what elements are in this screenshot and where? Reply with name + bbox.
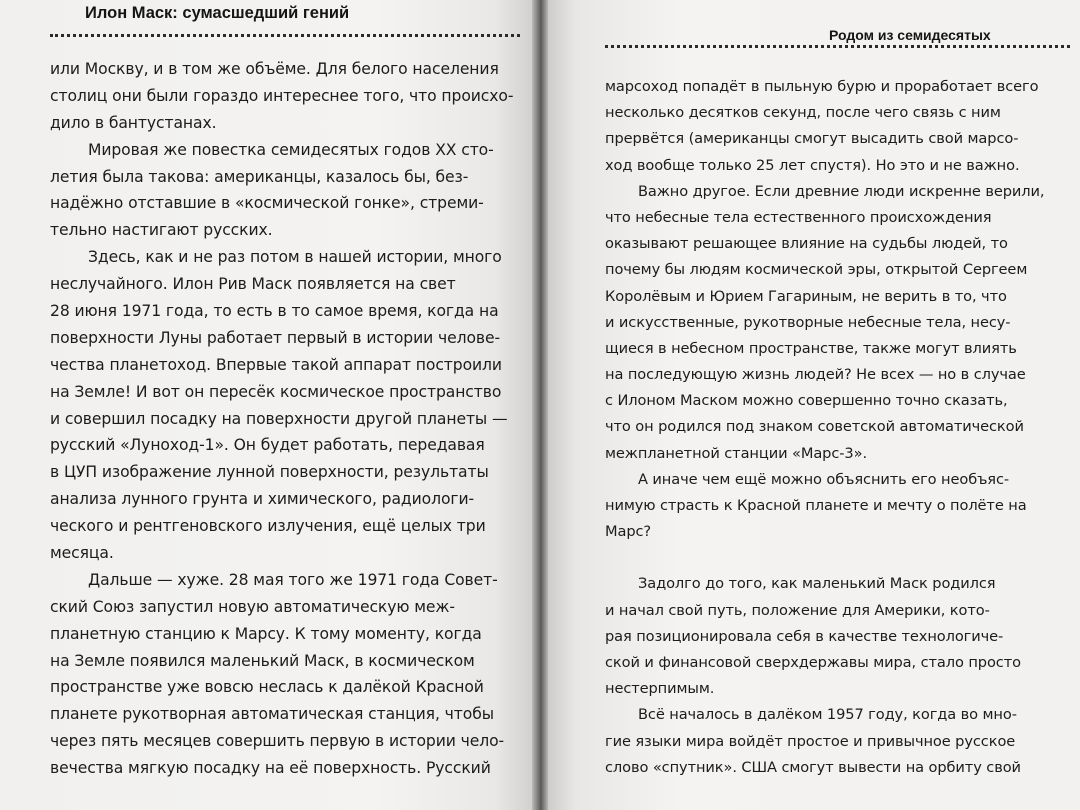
text-line: марсоход попадёт в пыльную бурю и проработает всего xyxy=(605,78,1039,95)
section-break xyxy=(605,545,1075,571)
text-line: планете рукотворная автоматическая станция, чтобы xyxy=(50,705,494,724)
text-line: надёжно отставшие в «космической гонке», стреми- xyxy=(50,194,484,213)
text-line: на Земле! И вот он пересёк космическое пространство xyxy=(50,382,502,401)
running-header-left: Илон Маск: сумасшедший гений xyxy=(85,4,350,22)
text-line: почему бы людям космической эры, открытой Сергеем xyxy=(605,261,1028,279)
text-line: на последующую жизнь людей? Не всех — но в случае xyxy=(605,366,1026,384)
text-line: чества планетоход. Впервые такой аппарат построили xyxy=(50,355,502,374)
right-page xyxy=(543,0,1080,810)
text-line: ской и финансовой сверхдержавы мира, стало просто xyxy=(605,653,1021,671)
text-line: Задолго до того, как маленький Маск родился xyxy=(638,575,996,593)
text-line: Всё началось в далёком 1957 году, когда во мно- xyxy=(638,706,1017,724)
text-line: рая позиционировала себя в качестве технологиче- xyxy=(605,627,1004,645)
text-line: ский Союз запустил новую автоматическую меж- xyxy=(50,597,455,616)
text-line: пространстве уже вовсю неслась к далёкой Красной xyxy=(50,678,484,697)
text-line: прервётся (американцы смогут высадить свой марсо- xyxy=(605,130,1019,148)
text-line: месяца. xyxy=(50,544,114,563)
text-line: вечества мягкую посадку на её поверхность. Русский xyxy=(50,759,491,778)
text-line: щиеся в небесном пространстве, также могут влиять xyxy=(605,339,1017,357)
book-gutter xyxy=(532,0,548,810)
text-line: неслучайного. Илон Рив Маск появляется на свет xyxy=(50,275,456,294)
text-line: слово «спутник». США смогут вывести на орбиту свой xyxy=(605,758,1021,776)
text-line: Здесь, как и не раз потом в нашей истории, много xyxy=(88,248,502,267)
text-line: летия была такова: американцы, казалось бы, без- xyxy=(50,167,469,186)
running-header-right: Родом из семидесятых xyxy=(829,27,991,43)
text-line: межпланетной станции «Марс-3». xyxy=(605,444,867,462)
text-line: ход вообще только 25 лет спустя). Но это и не важно. xyxy=(605,156,1020,174)
text-line: А иначе чем ещё можно объяснить его необъяс- xyxy=(638,470,1010,488)
text-line: анализа лунного грунта и химического, радиологи- xyxy=(50,490,475,509)
text-line: планетную станцию к Марсу. К тому моменту, когда xyxy=(50,624,482,643)
text-line: поверхности Луны работает первый в истории челове- xyxy=(50,328,501,347)
text-line: русский «Луноход-1». Он будет работать, передавая xyxy=(50,436,485,455)
text-line: Мировая же повестка семидесятых годов XX сто- xyxy=(88,140,494,159)
text-line: оказывают решающее влияние на судьбы людей, то xyxy=(605,235,1008,253)
text-line: с Илоном Маском можно совершенно точно сказать, xyxy=(605,392,1008,410)
text-line: или Москву, и в том же объёме. Для белого населения xyxy=(50,60,499,78)
text-line: Дальше — хуже. 28 мая того же 1971 года Совет- xyxy=(88,570,498,589)
text-line: 28 июня 1971 года, то есть в то самое время, когда на xyxy=(50,302,499,321)
text-line: Королёвым и Юрием Гагариным, не верить в то, что xyxy=(605,287,1007,305)
text-line: в ЦУП изображение лунной поверхности, результаты xyxy=(50,463,489,482)
header-dotted-rule-right xyxy=(605,45,1070,48)
right-page-body xyxy=(605,74,1075,781)
text-line: нестерпимым. xyxy=(605,680,715,698)
text-line: и совершил посадку на поверхности другой планеты — xyxy=(50,409,508,428)
text-line: и начал свой путь, положение для Америки, кото- xyxy=(605,601,990,619)
text-line: несколько десятков секунд, после чего связь с ним xyxy=(605,104,1001,122)
text-line: гие языки мира войдёт простое и привычное русское xyxy=(605,732,1016,750)
left-page-body xyxy=(50,56,520,782)
text-line: нимую страсть к Красной планете и мечту о полёте на xyxy=(605,497,1027,514)
left-page xyxy=(0,0,537,810)
text-line: что он родился под знаком советской автоматической xyxy=(605,418,1024,436)
text-line: через пять месяцев совершить первую в истории чело- xyxy=(50,732,505,751)
header-dotted-rule-left xyxy=(50,34,520,37)
text-line: на Земле появился маленький Маск, в космическом xyxy=(50,651,475,670)
text-line: ческого и рентгеновского излучения, ещё целых три xyxy=(50,517,486,536)
text-line: что небесные тела естественного происхождения xyxy=(605,208,992,226)
text-line: дило в бантустанах. xyxy=(50,113,217,132)
text-line: Марс? xyxy=(605,523,652,541)
text-line: тельно настигают русских. xyxy=(50,221,273,240)
text-line: столиц они были гораздо интереснее того, что происхо- xyxy=(50,86,514,105)
text-line: Важно другое. Если древние люди искренне верили, xyxy=(638,182,1045,200)
text-line: и искусственные, рукотворные небесные тела, несу- xyxy=(605,313,1011,331)
